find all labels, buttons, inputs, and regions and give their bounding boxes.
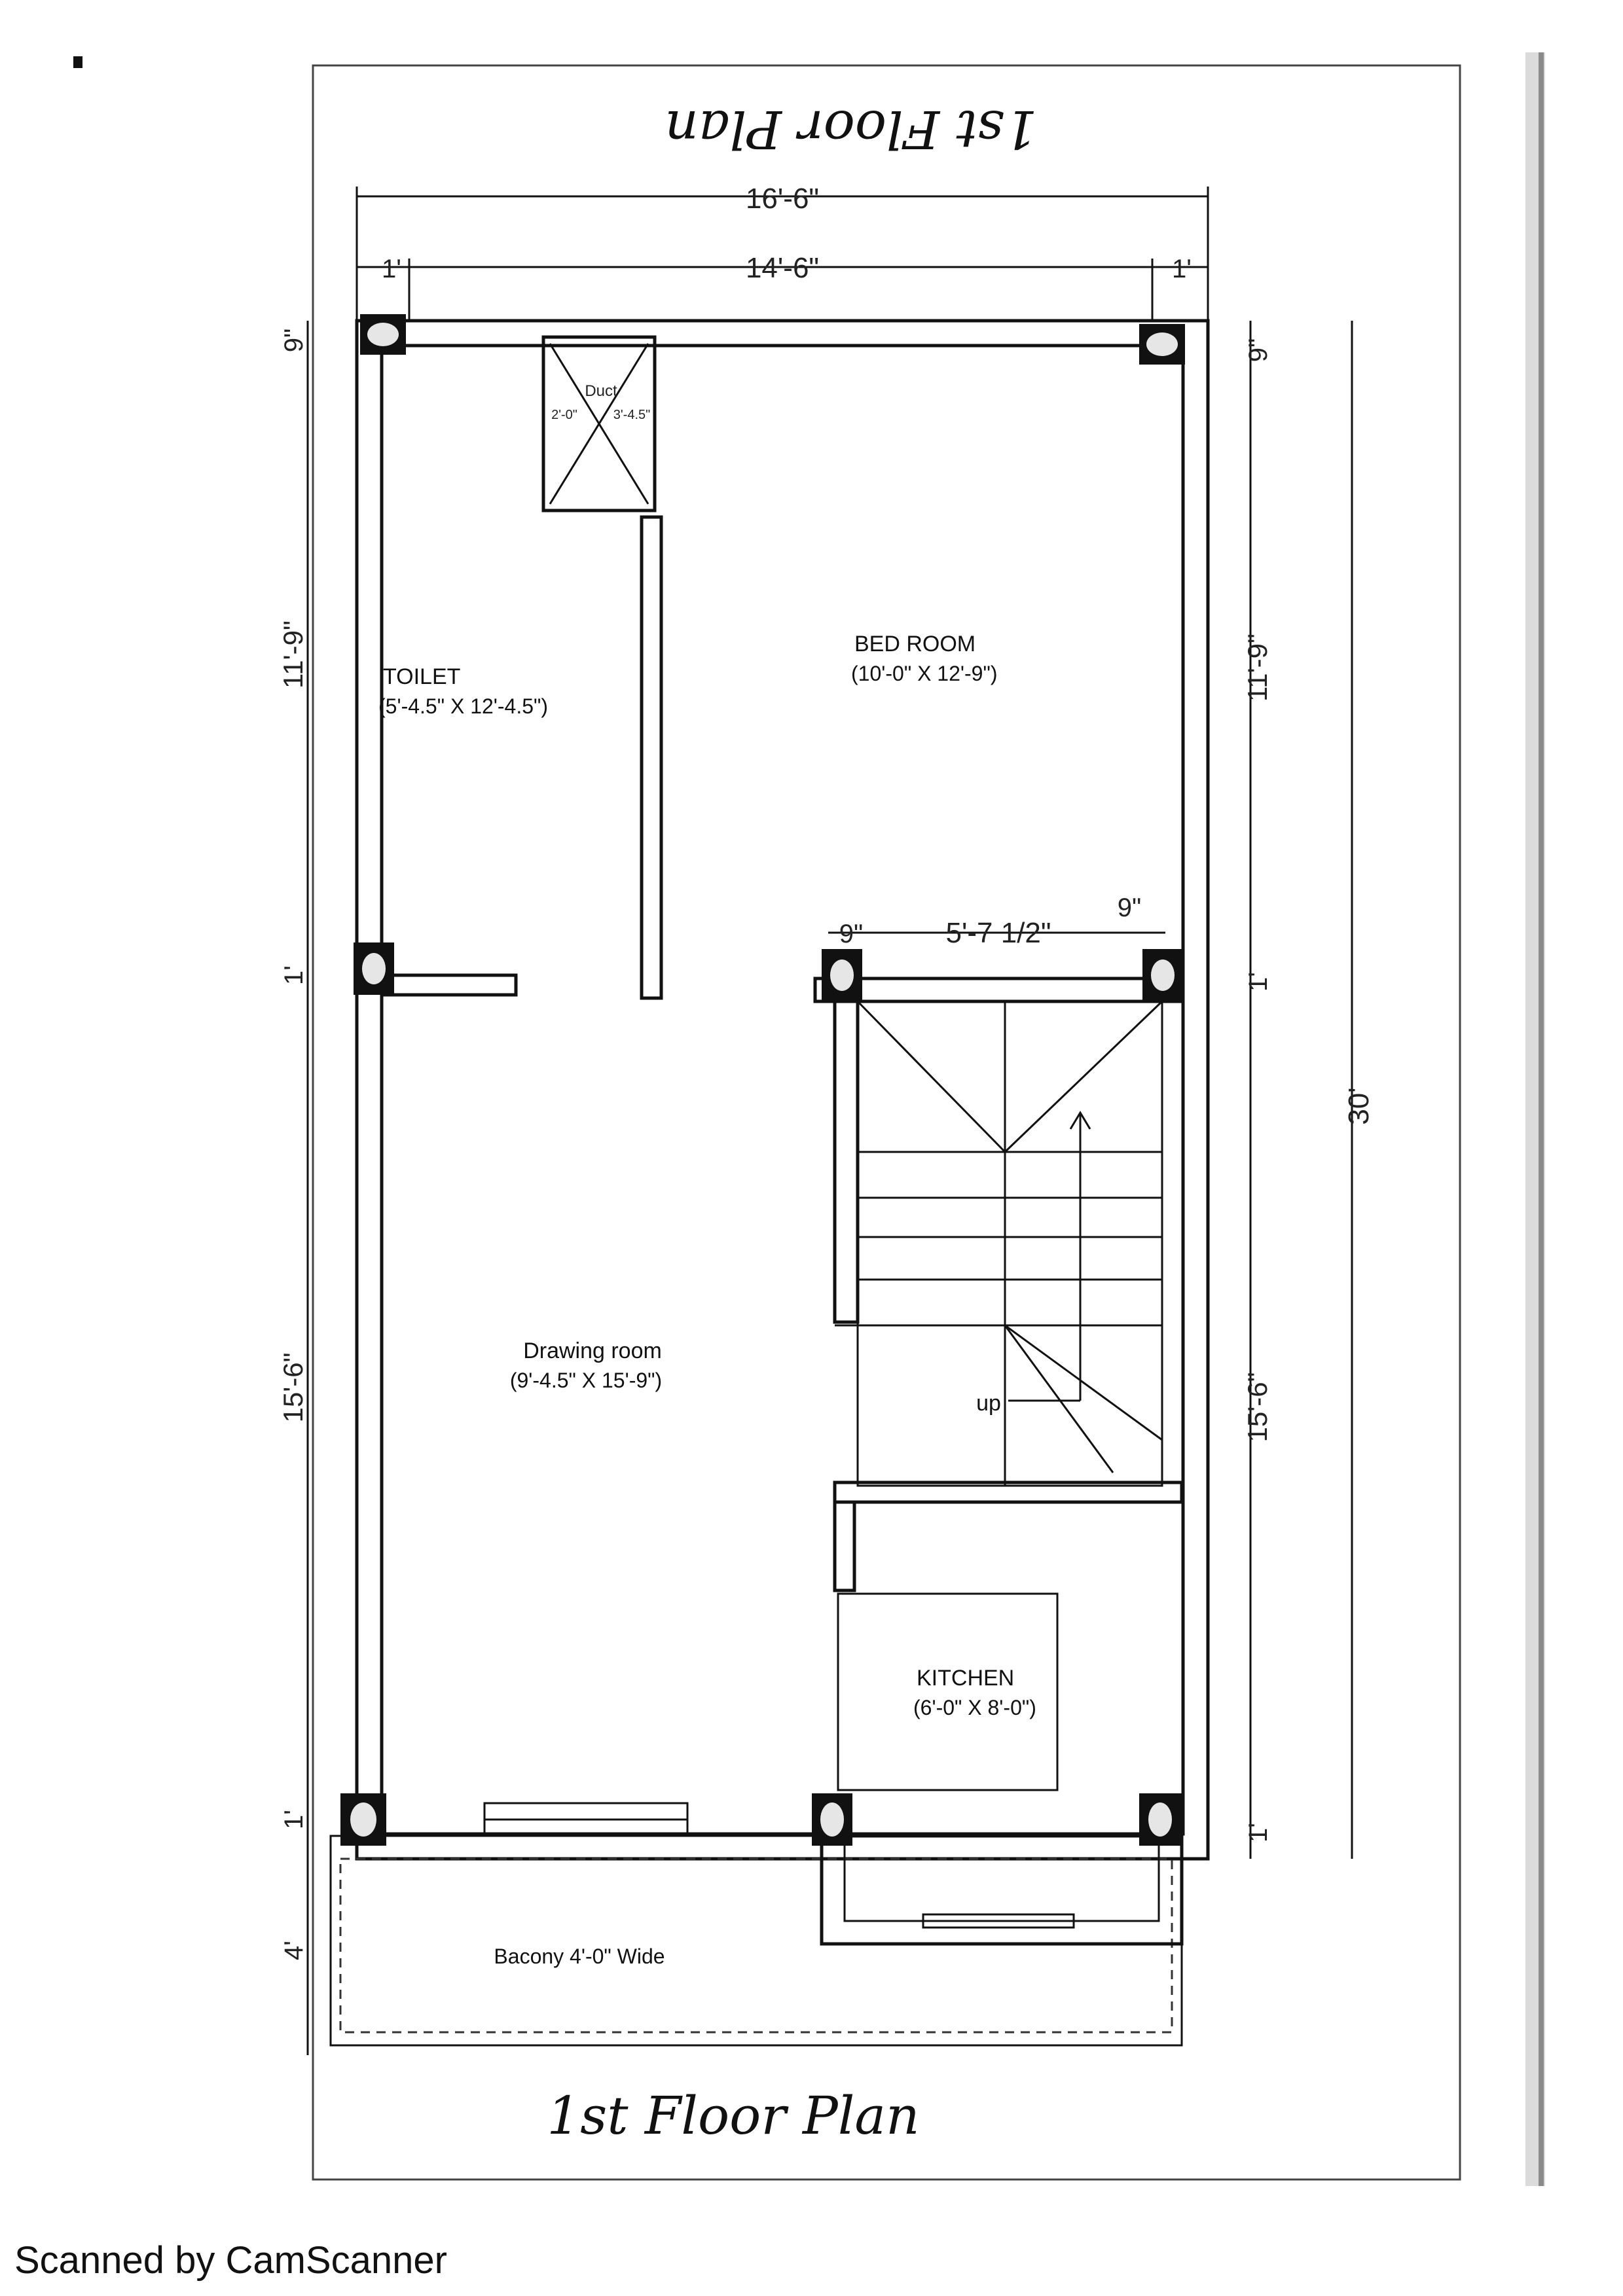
kitchen-left-wall bbox=[835, 1502, 854, 1590]
column-bottom-left-highlight bbox=[350, 1803, 376, 1837]
stair-landing-1 bbox=[858, 1001, 1005, 1152]
toilet-size: (5'-4.5" X 12'-4.5") bbox=[378, 694, 549, 718]
dim-overall-depth: 30' bbox=[1343, 1087, 1375, 1125]
stair-top-wall bbox=[815, 978, 1182, 1001]
kitchen-size: (6'-0" X 8'-0") bbox=[913, 1696, 1036, 1719]
scanner-watermark: Scanned by CamScanner bbox=[14, 2239, 447, 2282]
dim-right-wall: 1' bbox=[1172, 255, 1192, 283]
top-handwritten-title: 1st Floor Plan bbox=[665, 99, 1038, 160]
scan-edge-line bbox=[1539, 52, 1544, 2186]
dim-stair-opening: 5'-7 1/2" bbox=[945, 917, 1051, 949]
stair-left-wall bbox=[835, 1001, 858, 1322]
bottom-handwritten-title: 1st Floor Plan bbox=[547, 2085, 920, 2146]
drawing-room-size: (9'-4.5" X 15'-9") bbox=[509, 1369, 663, 1392]
toilet-partition bbox=[642, 517, 661, 998]
dim-right-upper: 11'-9" bbox=[1242, 634, 1273, 702]
column-mid-stair-highlight bbox=[830, 960, 854, 991]
sheet-border bbox=[313, 65, 1460, 2179]
column-bottom-mid-highlight bbox=[820, 1803, 844, 1837]
stair-well bbox=[858, 1001, 1162, 1486]
outer-wall-inner-outline bbox=[382, 346, 1183, 1834]
stair-winder-1 bbox=[1005, 1325, 1113, 1473]
balcony-outline bbox=[331, 1836, 1182, 2045]
dim-balcony-depth: 4' bbox=[280, 1941, 308, 1960]
duct-width: 2'-0" bbox=[551, 408, 577, 422]
stair-up-label: up bbox=[976, 1391, 1001, 1416]
dim-stair-right: 9" bbox=[1117, 893, 1142, 922]
dim-left-mid: 1' bbox=[280, 965, 308, 985]
dim-overall-width: 16'-6" bbox=[745, 183, 820, 215]
duct-label: Duct bbox=[585, 382, 617, 400]
dim-inner-width: 14'-6" bbox=[745, 252, 820, 284]
bedroom-name: BED ROOM bbox=[854, 632, 976, 656]
dim-top-right: 9" bbox=[1244, 338, 1273, 363]
dim-left-bottom: 1' bbox=[280, 1810, 308, 1829]
kitchen-name: KITCHEN bbox=[917, 1666, 1015, 1691]
column-bottom-right-highlight bbox=[1148, 1803, 1172, 1837]
toilet-entry-wall bbox=[382, 975, 516, 995]
dim-top-left: 9" bbox=[280, 328, 308, 353]
kitchen-bay-inner bbox=[845, 1836, 1159, 1921]
dim-right-lower: 15'-6" bbox=[1242, 1372, 1273, 1443]
kitchen-counter bbox=[838, 1594, 1057, 1790]
dim-right-bottom: 1' bbox=[1244, 1823, 1273, 1842]
dim-right-mid: 1' bbox=[1244, 972, 1273, 992]
column-mid-right-highlight bbox=[1151, 960, 1175, 991]
scan-mark bbox=[73, 56, 82, 68]
stair-winder-2 bbox=[1005, 1325, 1162, 1440]
drawing-room-name: Drawing room bbox=[523, 1338, 662, 1363]
toilet-name: TOILET bbox=[383, 664, 461, 689]
dim-left-lower: 15'-6" bbox=[278, 1352, 308, 1423]
column-mid-left-highlight bbox=[362, 953, 386, 984]
column-top-left-highlight bbox=[367, 323, 399, 346]
duct-depth: 3'-4.5" bbox=[613, 408, 651, 422]
dim-left-upper: 11'-9" bbox=[278, 620, 308, 689]
dim-stair-left: 9" bbox=[839, 920, 864, 948]
column-top-right-highlight bbox=[1146, 332, 1178, 356]
bedroom-size: (10'-0" X 12'-9") bbox=[851, 662, 998, 685]
outer-wall-outline bbox=[357, 321, 1208, 1859]
stair-landing-2 bbox=[1005, 1001, 1162, 1152]
dim-left-wall: 1' bbox=[382, 255, 401, 283]
balcony-label: Bacony 4'-0" Wide bbox=[494, 1945, 665, 1968]
